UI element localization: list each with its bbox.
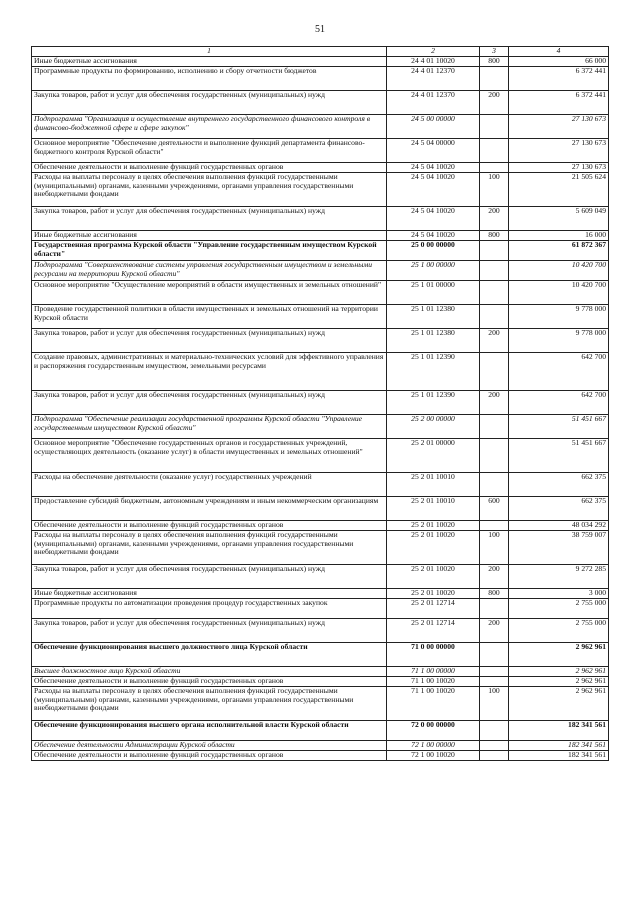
row-code: 24 5 00 00000 <box>387 115 480 139</box>
row-name: Расходы на выплаты персоналу в целях обеспечения выполнения функций государственными (муниципальными) органами, казенными учреждениями, органами управления государственными внебюджетными фондами <box>32 687 387 721</box>
row-name: Проведение государственной политики в области имущественных и земельных отношений на территории Курской области <box>32 305 387 329</box>
row-name: Предоставление субсидий бюджетным, автономным учреждениям и иным некоммерческим организациям <box>32 497 387 521</box>
row-expense-type <box>480 473 509 497</box>
table-row <box>32 751 609 761</box>
page-number: 51 <box>315 24 325 35</box>
row-expense-type: 100 <box>480 531 509 565</box>
row-expense-type <box>480 163 509 173</box>
row-amount: 10 420 700 <box>509 261 609 281</box>
header-row <box>32 47 609 57</box>
row-expense-type <box>480 305 509 329</box>
row-code: 71 1 00 00000 <box>387 667 480 677</box>
row-amount: 48 034 292 <box>509 521 609 531</box>
row-amount: 21 505 624 <box>509 173 609 207</box>
row-code: 24 4 01 12370 <box>387 67 480 91</box>
row-expense-type <box>480 741 509 751</box>
table-row <box>32 241 609 261</box>
row-amount: 27 130 673 <box>509 163 609 173</box>
row-code: 24 5 04 10020 <box>387 163 480 173</box>
row-amount: 66 000 <box>509 57 609 67</box>
row-code: 25 2 01 12714 <box>387 619 480 643</box>
row-amount: 642 700 <box>509 391 609 415</box>
row-expense-type <box>480 353 509 391</box>
table-row <box>32 599 609 619</box>
row-name: Обеспечение деятельности и выполнение функций государственных органов <box>32 521 387 531</box>
row-amount: 51 451 667 <box>509 439 609 473</box>
row-code: 72 0 00 00000 <box>387 721 480 741</box>
row-code: 25 1 00 00000 <box>387 261 480 281</box>
row-amount: 2 962 961 <box>509 687 609 721</box>
row-code: 25 1 01 12390 <box>387 391 480 415</box>
row-code: 71 1 00 10020 <box>387 677 480 687</box>
row-code: 72 1 00 10020 <box>387 751 480 761</box>
table-row <box>32 473 609 497</box>
row-amount: 2 755 000 <box>509 619 609 643</box>
row-name: Основное мероприятие "Обеспечение государственных органов и государственных учреждений, осуществляющих деятельность (оказание услуг) в области имущественных и земельных отношений" <box>32 439 387 473</box>
row-expense-type <box>480 667 509 677</box>
table-row <box>32 521 609 531</box>
row-expense-type: 200 <box>480 91 509 115</box>
row-expense-type <box>480 677 509 687</box>
row-expense-type <box>480 281 509 305</box>
row-name: Основное мероприятие "Обеспечение деятельности и выполнение функций департамента финансово-бюджетного контроля Курской области" <box>32 139 387 163</box>
row-expense-type <box>480 67 509 91</box>
row-amount: 9 272 285 <box>509 565 609 589</box>
row-code: 24 5 04 10020 <box>387 231 480 241</box>
row-name: Основное мероприятие "Осуществление мероприятий в области имущественных и земельных отношений" <box>32 281 387 305</box>
row-name: Обеспечение функционирования высшего должностного лица Курской области <box>32 643 387 667</box>
row-code: 71 0 00 00000 <box>387 643 480 667</box>
row-expense-type <box>480 241 509 261</box>
table-row <box>32 643 609 667</box>
row-name: Государственная программа Курской области "Управление государственным имуществом Курской области" <box>32 241 387 261</box>
row-name: Обеспечение деятельности и выполнение функций государственных органов <box>32 751 387 761</box>
table-row <box>32 91 609 115</box>
table-row <box>32 281 609 305</box>
row-name: Обеспечение деятельности и выполнение функций государственных органов <box>32 677 387 687</box>
row-name: Обеспечение деятельности Администрации Курской области <box>32 741 387 751</box>
row-code: 25 2 01 10010 <box>387 497 480 521</box>
table-row <box>32 163 609 173</box>
row-name: Закупка товаров, работ и услуг для обеспечения государственных (муниципальных) нужд <box>32 565 387 589</box>
row-amount: 38 759 007 <box>509 531 609 565</box>
table-row <box>32 231 609 241</box>
header-col-1: 1 <box>32 47 387 57</box>
row-name: Иные бюджетные ассигнования <box>32 231 387 241</box>
row-code: 25 2 01 00000 <box>387 439 480 473</box>
table-row <box>32 415 609 439</box>
row-expense-type <box>480 139 509 163</box>
row-code: 24 5 04 00000 <box>387 139 480 163</box>
table-row <box>32 173 609 207</box>
table-row <box>32 667 609 677</box>
table-row <box>32 261 609 281</box>
row-name: Программные продукты по формированию, исполнению и сбору отчетности бюджетов <box>32 67 387 91</box>
row-name: Создание правовых, административных и материально-технических условий для эффективного управления и распоряжения государственным имуществом, земельными ресурсами <box>32 353 387 391</box>
row-expense-type: 100 <box>480 687 509 721</box>
table-row <box>32 115 609 139</box>
table-row <box>32 439 609 473</box>
row-code: 25 2 01 10020 <box>387 565 480 589</box>
row-amount: 182 341 561 <box>509 721 609 741</box>
header-col-4: 4 <box>509 47 609 57</box>
row-code: 24 4 01 12370 <box>387 91 480 115</box>
row-name: Расходы на обеспечение деятельности (оказание услуг) государственных учреждений <box>32 473 387 497</box>
row-amount: 6 372 441 <box>509 67 609 91</box>
row-code: 25 1 01 12390 <box>387 353 480 391</box>
row-amount: 3 000 <box>509 589 609 599</box>
row-code: 25 1 01 12380 <box>387 305 480 329</box>
budget-table <box>31 46 609 761</box>
table-row <box>32 497 609 521</box>
row-code: 25 1 01 12380 <box>387 329 480 353</box>
row-amount: 662 375 <box>509 473 609 497</box>
row-expense-type: 200 <box>480 329 509 353</box>
row-code: 72 1 00 00000 <box>387 741 480 751</box>
row-code: 25 2 01 10020 <box>387 589 480 599</box>
row-amount: 27 130 673 <box>509 115 609 139</box>
row-expense-type <box>480 115 509 139</box>
table-row <box>32 353 609 391</box>
row-amount: 2 755 000 <box>509 599 609 619</box>
row-code: 71 1 00 10020 <box>387 687 480 721</box>
row-amount: 6 372 441 <box>509 91 609 115</box>
table-body <box>32 57 609 761</box>
table-row <box>32 305 609 329</box>
row-expense-type <box>480 261 509 281</box>
table-row <box>32 619 609 643</box>
row-code: 25 0 00 00000 <box>387 241 480 261</box>
row-expense-type: 200 <box>480 565 509 589</box>
row-code: 25 1 01 00000 <box>387 281 480 305</box>
table-header <box>32 47 609 57</box>
table-row <box>32 329 609 353</box>
row-expense-type <box>480 439 509 473</box>
table-row <box>32 139 609 163</box>
row-name: Иные бюджетные ассигнования <box>32 589 387 599</box>
row-name: Иные бюджетные ассигнования <box>32 57 387 67</box>
table-row <box>32 741 609 751</box>
table-row <box>32 207 609 231</box>
row-expense-type <box>480 751 509 761</box>
row-amount: 9 778 000 <box>509 329 609 353</box>
row-expense-type: 200 <box>480 207 509 231</box>
table-row <box>32 57 609 67</box>
row-amount: 51 451 667 <box>509 415 609 439</box>
row-expense-type <box>480 415 509 439</box>
row-code: 25 2 01 10010 <box>387 473 480 497</box>
row-code: 25 2 01 12714 <box>387 599 480 619</box>
row-amount: 5 609 049 <box>509 207 609 231</box>
row-code: 25 2 01 10020 <box>387 521 480 531</box>
row-amount: 662 375 <box>509 497 609 521</box>
row-name: Закупка товаров, работ и услуг для обеспечения государственных (муниципальных) нужд <box>32 329 387 353</box>
row-expense-type: 600 <box>480 497 509 521</box>
row-expense-type <box>480 643 509 667</box>
row-expense-type: 100 <box>480 173 509 207</box>
row-amount: 27 130 673 <box>509 139 609 163</box>
table-row <box>32 589 609 599</box>
row-name: Расходы на выплаты персоналу в целях обеспечения выполнения функций государственными (муниципальными) органами, казенными учреждениями, органами управления государственными внебюджетными фондами <box>32 531 387 565</box>
row-code: 24 4 01 10020 <box>387 57 480 67</box>
row-name: Закупка товаров, работ и услуг для обеспечения государственных (муниципальных) нужд <box>32 207 387 231</box>
header-col-2: 2 <box>387 47 480 57</box>
row-name: Закупка товаров, работ и услуг для обеспечения государственных (муниципальных) нужд <box>32 91 387 115</box>
table-row <box>32 687 609 721</box>
row-expense-type: 200 <box>480 619 509 643</box>
row-name: Обеспечение деятельности и выполнение функций государственных органов <box>32 163 387 173</box>
row-amount: 182 341 561 <box>509 751 609 761</box>
row-name: Расходы на выплаты персоналу в целях обеспечения выполнения функций государственными (муниципальными) органами, казенными учреждениями, органами управления государственными внебюджетными фондами <box>32 173 387 207</box>
row-amount: 9 778 000 <box>509 305 609 329</box>
row-expense-type <box>480 721 509 741</box>
row-code: 24 5 04 10020 <box>387 207 480 231</box>
row-name: Подпрограмма "Совершенствование системы управления государственным имуществом и земельными ресурсами на территории Курской области" <box>32 261 387 281</box>
row-name: Закупка товаров, работ и услуг для обеспечения государственных (муниципальных) нужд <box>32 391 387 415</box>
row-amount: 61 872 367 <box>509 241 609 261</box>
row-expense-type: 200 <box>480 391 509 415</box>
row-code: 25 2 00 00000 <box>387 415 480 439</box>
row-expense-type <box>480 599 509 619</box>
row-amount: 2 962 961 <box>509 643 609 667</box>
row-code: 24 5 04 10020 <box>387 173 480 207</box>
header-col-3: 3 <box>480 47 509 57</box>
row-name: Программные продукты по автоматизации проведения процедур государственных закупок <box>32 599 387 619</box>
row-amount: 182 341 561 <box>509 741 609 751</box>
row-expense-type <box>480 521 509 531</box>
row-amount: 10 420 700 <box>509 281 609 305</box>
table-row <box>32 531 609 565</box>
table-row <box>32 565 609 589</box>
row-expense-type: 800 <box>480 231 509 241</box>
row-name: Закупка товаров, работ и услуг для обеспечения государственных (муниципальных) нужд <box>32 619 387 643</box>
row-name: Подпрограмма "Обеспечение реализации государственной программы Курской области "Управление государственным имуществом Курской области" <box>32 415 387 439</box>
row-expense-type: 800 <box>480 589 509 599</box>
row-amount: 642 700 <box>509 353 609 391</box>
table-row <box>32 391 609 415</box>
table-row <box>32 721 609 741</box>
row-name: Подпрограмма "Организация и осуществление внутреннего государственного финансового контроля в финансово-бюджетной сфере и сфере закупок" <box>32 115 387 139</box>
table-row <box>32 67 609 91</box>
row-amount: 16 000 <box>509 231 609 241</box>
row-name: Высшее должностное лицо Курской области <box>32 667 387 677</box>
row-amount: 2 962 961 <box>509 677 609 687</box>
row-name: Обеспечение функционирования высшего органа исполнительной власти Курской области <box>32 721 387 741</box>
row-code: 25 2 01 10020 <box>387 531 480 565</box>
row-amount: 2 962 961 <box>509 667 609 677</box>
table-row <box>32 677 609 687</box>
row-expense-type: 800 <box>480 57 509 67</box>
